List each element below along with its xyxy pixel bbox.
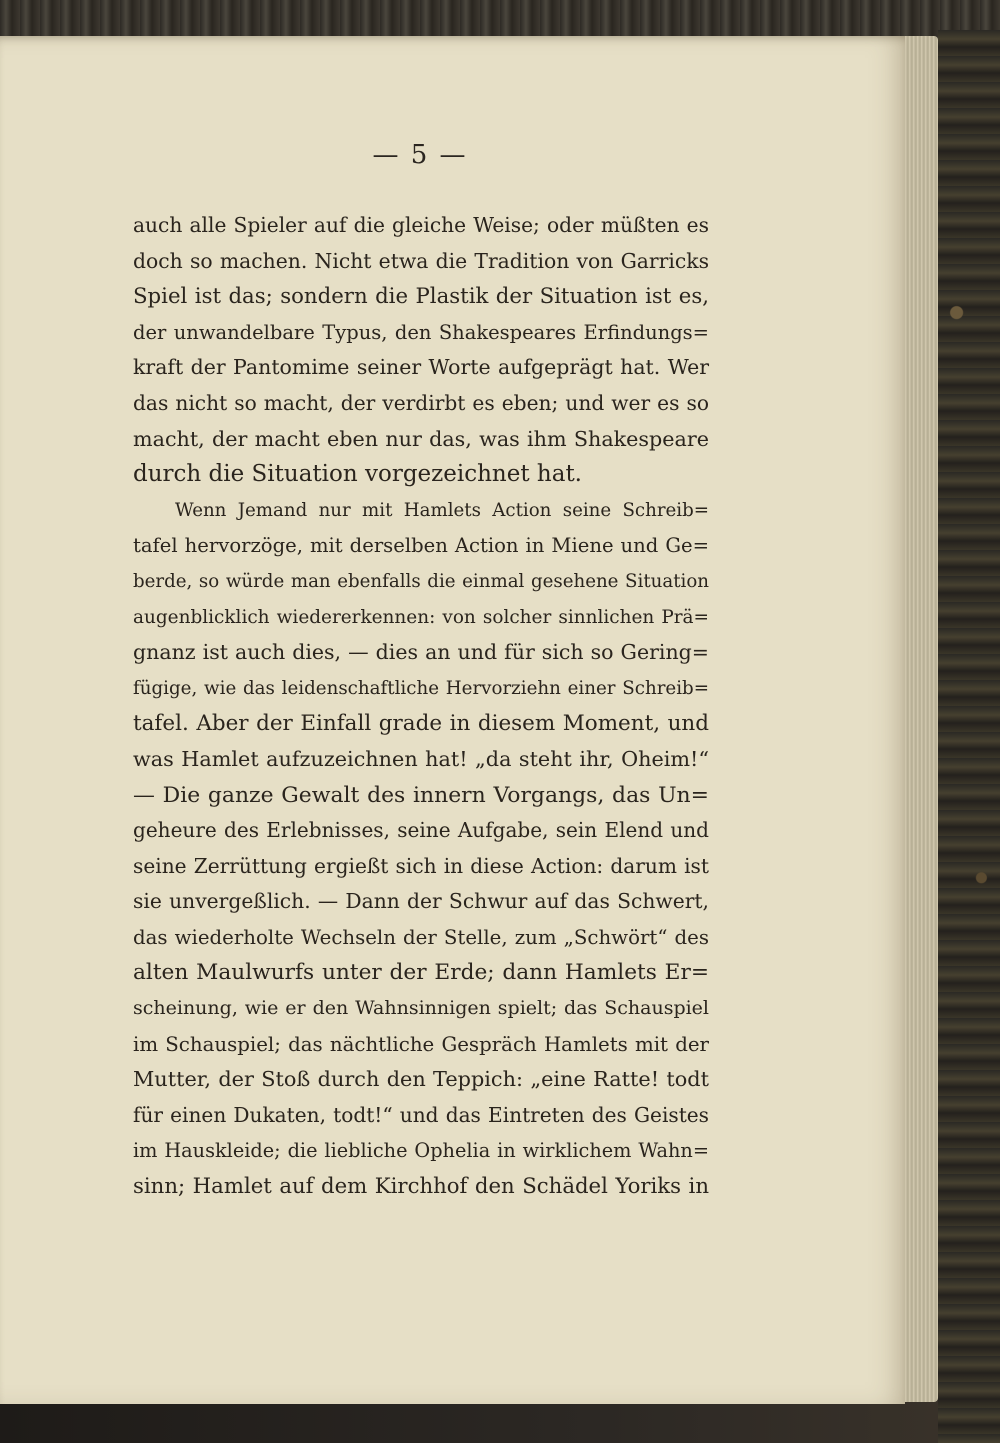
text-line: macht, der macht eben nur das, was ihm Shakespeare [133,426,709,451]
text-line: Wenn Jemand nur mit Hamlets Action seine Schreib= [175,499,709,521]
text-line: Spiel ist das; sondern die Plastik der Situation ist es, [133,284,709,310]
text-line: das wiederholte Wechseln der Stelle, zum „Schwört“ des [133,925,709,949]
text-line: der unwandelbare Typus, den Shakespeares Erfindungs= [133,320,709,344]
page-number: — 5 — [372,140,468,170]
text-line: für einen Dukaten, todt!“ und das Eintreten des Geistes [133,1102,709,1127]
text-line: sinn; Hamlet auf dem Kirchhof den Schädel Yoriks in [133,1174,709,1200]
text-line: seine Zerrüttung ergießt sich in diese Action: darum ist [133,853,709,878]
text-line: tafel. Aber der Einfall grade in diesem Moment, und [133,711,709,737]
text-line: durch die Situation vorgezeichnet hat. [133,461,582,488]
paragraph-2 [133,493,709,1205]
text-line: scheinung, wie er den Wahnsinnigen spielt; das Schauspiel [133,997,709,1020]
text-line: doch so machen. Nicht etwa die Tradition von Garricks [133,248,709,273]
text-line: berde, so würde man ebenfalls die einmal gesehene Situation [133,570,709,592]
text-line: tafel hervorzöge, mit derselben Action in Miene und Ge= [133,534,709,558]
book-cover-right-edge [938,30,1000,1443]
text-line: sie unvergeßlich. — Dann der Schwur auf das Schwert, [133,889,709,914]
text-line: das nicht so macht, der verdirbt es eben; und wer es so [133,390,709,415]
text-line: im Hauskleide; die liebliche Ophelia in wirklichem Wahn= [133,1139,709,1163]
paragraph-1 [133,208,709,493]
text-line: Mutter, der Stoß durch den Teppich: „eine Ratte! todt [133,1067,709,1092]
page-body-text [133,208,709,1205]
text-line: fügige, wie das leidenschaftliche Hervorziehn einer Schreib= [133,677,709,699]
text-line: auch alle Spieler auf die gleiche Weise; oder müßten es [133,213,709,237]
book-cover-top-edge [0,0,1000,40]
text-line: was Hamlet aufzuzeichnen hat! „da steht ihr, Oheim!“ [133,746,709,771]
text-line: im Schauspiel; das nächtliche Gespräch Hamlets mit der [133,1032,709,1056]
text-line: geheure des Erlebnisses, seine Aufgabe, sein Elend und [133,818,709,843]
text-line: alten Maulwurfs unter der Erde; dann Hamlets Er= [133,960,709,986]
text-line: kraft der Pantomime seiner Worte aufgeprägt hat. Wer [133,355,709,380]
text-line: augenblicklich wiedererkennen: von solcher sinnlichen Prä= [133,606,709,628]
text-line: gnanz ist auch dies, — dies an und für sich so Gering= [133,640,709,665]
text-line: — Die ganze Gewalt des innern Vorgangs, das Un= [133,782,709,808]
